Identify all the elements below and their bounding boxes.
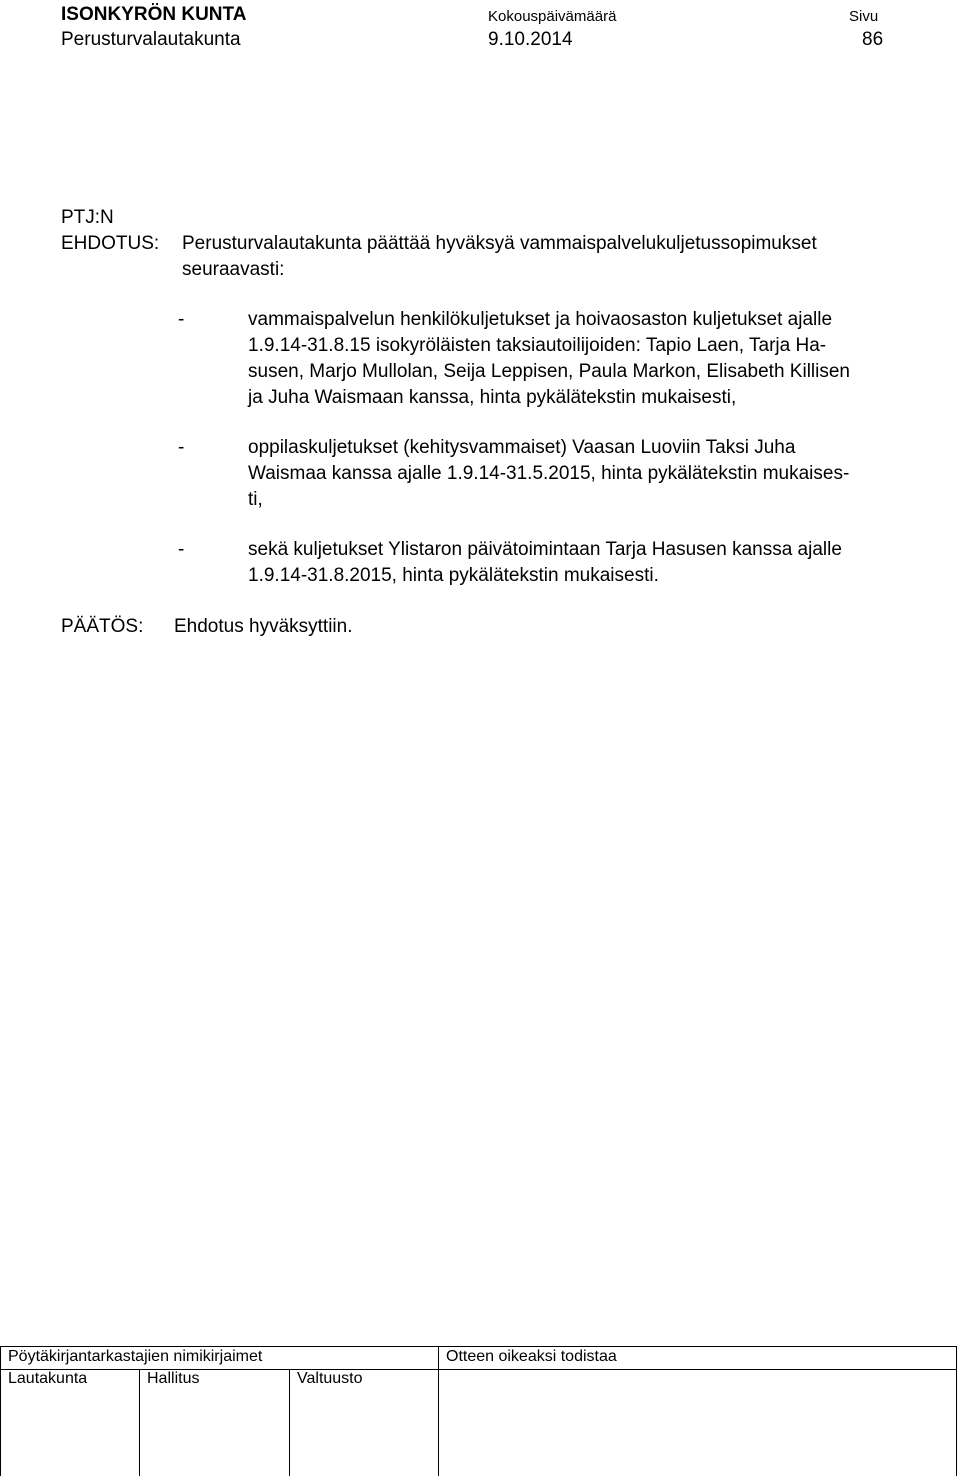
meeting-date: 9.10.2014 <box>488 29 573 50</box>
item-1-line-3: susen, Marjo Mullolan, Seija Leppisen, Paula Markon, Elisabeth Killisen <box>248 361 850 382</box>
decision-text: Ehdotus hyväksyttiin. <box>174 616 353 637</box>
meeting-date-label: Kokouspäivämäärä <box>488 8 617 25</box>
footer-right-border <box>956 1346 957 1476</box>
footer-divider-2 <box>289 1369 290 1476</box>
proposal-line-2: seuraavasti: <box>182 259 285 280</box>
item-1-line-1: vammaispalvelun henkilökuljetukset ja hoivaosaston kuljetukset ajalle <box>248 309 833 330</box>
item-3-line-2: 1.9.14-31.8.2015, hinta pykälätekstin mukaisesti. <box>248 565 659 586</box>
footer-middle-border <box>0 1369 957 1370</box>
page-number: 86 <box>862 29 884 50</box>
hallitus-column: Hallitus <box>147 1370 200 1387</box>
footer-top-border <box>0 1346 957 1347</box>
item-1-dash: - <box>178 309 185 330</box>
footer-left-border <box>0 1346 1 1476</box>
lautakunta-column: Lautakunta <box>8 1370 88 1387</box>
copy-certified-label: Otteen oikeaksi todistaa <box>446 1348 617 1365</box>
footer-divider-3 <box>438 1346 439 1476</box>
footer-divider-1 <box>139 1369 140 1476</box>
item-1-line-4: ja Juha Waismaan kanssa, hinta pykälätekstin mukaisesti, <box>248 387 737 408</box>
decision-label: PÄÄTÖS: <box>61 616 144 637</box>
ptj-label: PTJ:N <box>61 207 114 228</box>
item-2-line-1: oppilaskuljetukset (kehitysvammaiset) Vaasan Luoviin Taksi Juha <box>248 437 796 458</box>
item-2-line-2: Waismaa kanssa ajalle 1.9.14-31.5.2015, hinta pykälätekstin mukaises- <box>248 463 850 484</box>
item-2-line-3: ti, <box>248 489 263 510</box>
proposal-label: EHDOTUS: <box>61 233 160 254</box>
item-2-dash: - <box>178 437 185 458</box>
proposal-line-1: Perusturvalautakunta päättää hyväksyä vammaispalvelukuljetussopimukset <box>182 233 817 254</box>
committee-name: Perusturvalautakunta <box>61 29 241 50</box>
signatures-label: Pöytäkirjantarkastajien nimikirjaimet <box>8 1348 263 1365</box>
valtuusto-column: Valtuusto <box>297 1370 363 1387</box>
item-3-dash: - <box>178 539 185 560</box>
item-1-line-2: 1.9.14-31.8.15 isokyröläisten taksiautoilijoiden: Tapio Laen, Tarja Ha- <box>248 335 827 356</box>
page-label: Sivu <box>849 8 879 25</box>
organization-name: ISONKYRÖN KUNTA <box>61 4 247 25</box>
item-3-line-1: sekä kuljetukset Ylistaron päivätoimintaan Tarja Hasusen kanssa ajalle <box>248 539 842 560</box>
